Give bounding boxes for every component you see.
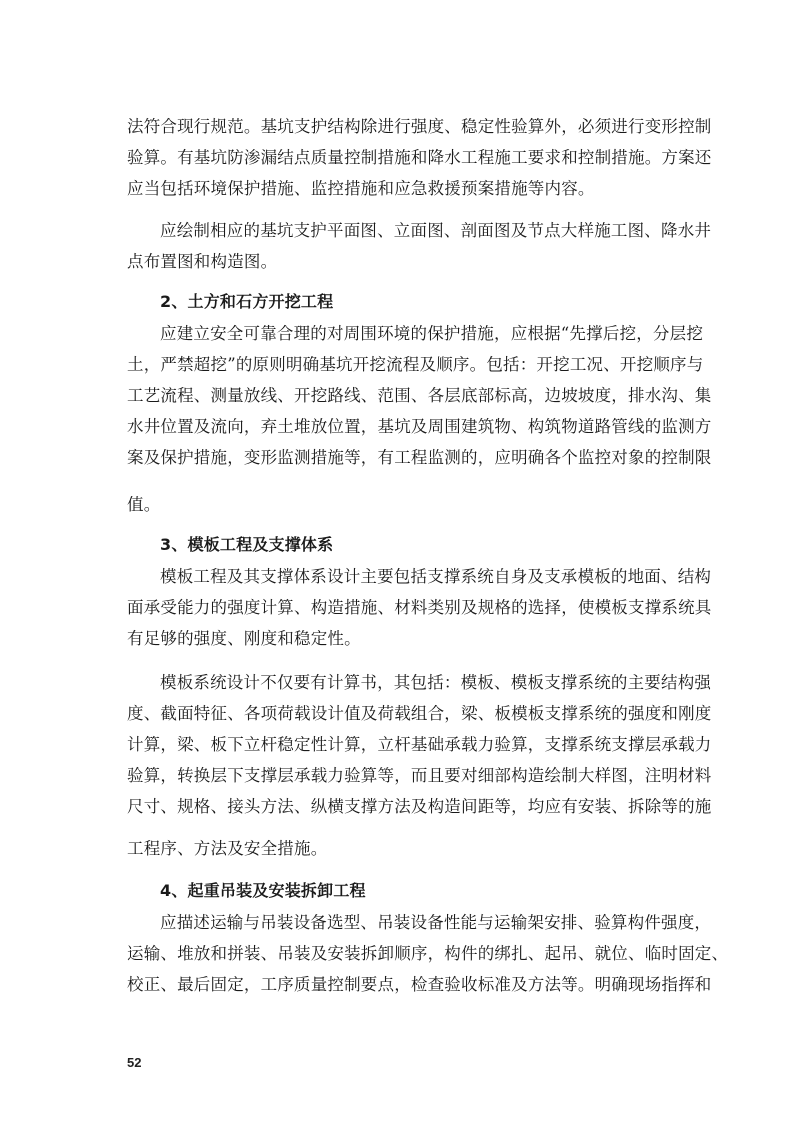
- body-text-line: 面承受能力的强度计算、构造措施、材料类别及规格的选择，使模板支撑系统具: [127, 598, 712, 617]
- body-text-line: 运输、堆放和拼装、吊装及安装拆卸顺序，构件的绑扎、起吊、就位、临时固定、: [127, 944, 729, 963]
- page-number: 52: [127, 1055, 142, 1070]
- body-text-line: 工艺流程、测量放线、开挖路线、范围、各层底部标高，边坡坡度，排水沟、集: [127, 386, 712, 405]
- body-text-line: 点布置图和构造图。: [127, 252, 278, 271]
- body-text-line: 土，严禁超挖”的原则明确基坑开挖流程及顺序。包括：开挖工况、开挖顺序与: [127, 355, 704, 374]
- body-text-line: 验算。有基坑防渗漏结点质量控制措施和降水工程施工要求和控制措施。方案还: [127, 148, 712, 167]
- body-text-line: 尺寸、规格、接头方法、纵横支撑方法及构造间距等，均应有安装、拆除等的施: [127, 797, 712, 816]
- body-text-line: 案及保护措施，变形监测措施等，有工程监测的，应明确各个监控对象的控制限: [127, 448, 712, 467]
- body-text-line: 有足够的强度、刚度和稳定性。: [127, 629, 361, 648]
- section-heading: 4、起重吊装及安装拆卸工程: [160, 881, 366, 900]
- body-text-line: 应绘制相应的基坑支护平面图、立面图、剖面图及节点大样施工图、降水井: [160, 221, 712, 240]
- body-text-line: 模板工程及其支撑体系设计主要包括支撑系统自身及支承模板的地面、结构: [160, 567, 712, 586]
- section-heading: 2、土方和石方开挖工程: [160, 292, 334, 311]
- body-text-line: 工程序、方法及安全措施。: [127, 839, 328, 858]
- body-text-line: 水井位置及流向，弃土堆放位置，基坑及周围建筑物、构筑物道路管线的监测方: [127, 417, 712, 436]
- body-text-line: 模板系统设计不仅要有计算书，其包括：模板、模板支撑系统的主要结构强: [160, 673, 712, 692]
- body-text-line: 法符合现行规范。基坑支护结构除进行强度、稳定性验算外，必须进行变形控制: [127, 117, 712, 136]
- body-text-line: 值。: [127, 495, 161, 514]
- body-text-line: 应描述运输与吊装设备选型、吊装设备性能与运输架安排、验算构件强度，: [160, 913, 712, 932]
- body-text-line: 计算，梁、板下立杆稳定性计算，立杆基础承载力验算，支撑系统支撑层承载力: [127, 735, 712, 754]
- section-heading: 3、模板工程及支撑体系: [160, 535, 334, 554]
- body-text-line: 校正、最后固定，工序质量控制要点，检查验收标准及方法等。明确现场指挥和: [127, 975, 712, 994]
- body-text-line: 验算，转换层下支撑层承载力验算等，而且要对细部构造绘制大样图，注明材料: [127, 766, 712, 785]
- body-text-line: 应建立安全可靠合理的对周围环境的保护措施，应根据“先撑后挖，分层挖: [160, 324, 704, 343]
- body-text-line: 度、截面特征、各项荷载设计值及荷载组合，梁、板模板支撑系统的强度和刚度: [127, 704, 712, 723]
- body-text-line: 应当包括环境保护措施、监控措施和应急救援预案措施等内容。: [127, 179, 595, 198]
